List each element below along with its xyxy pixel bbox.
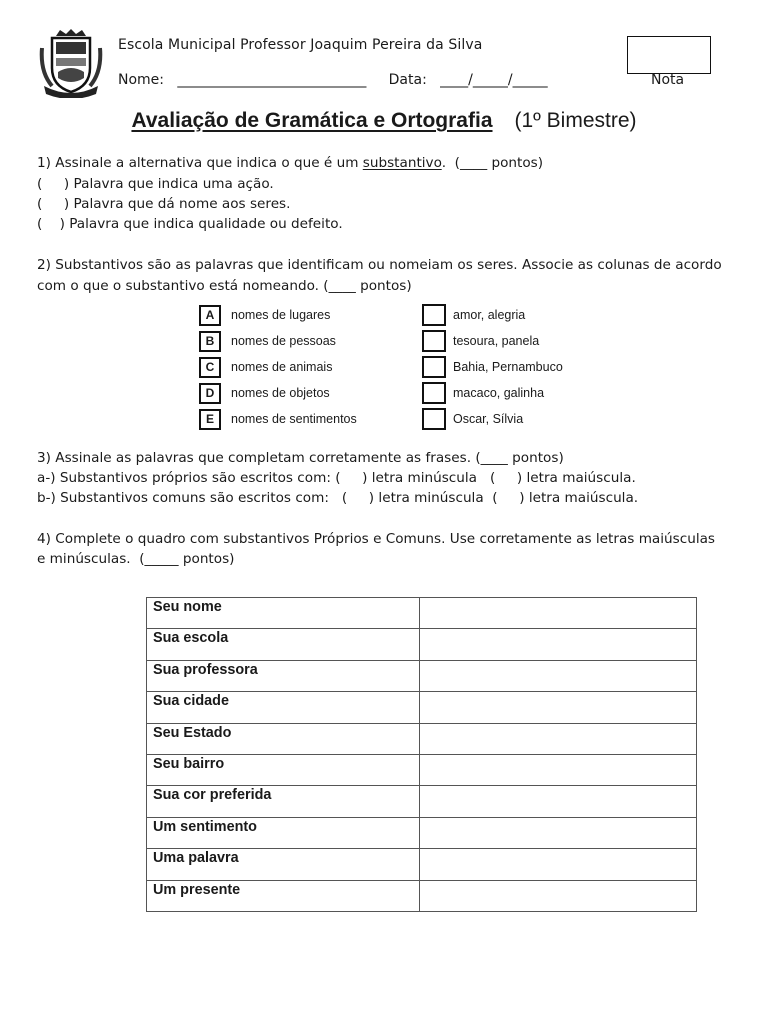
match-left-text: nomes de lugares — [231, 308, 331, 322]
match-right-text: macaco, galinha — [453, 386, 545, 400]
match-left-text: nomes de animais — [231, 360, 333, 374]
row-label: Seu bairro — [147, 754, 420, 785]
row-label: Uma palavra — [147, 849, 420, 880]
table-row — [147, 598, 697, 629]
grade-label: Nota — [651, 72, 685, 88]
page-title — [0, 109, 768, 133]
answer-box[interactable] — [422, 408, 446, 430]
row-label: Um sentimento — [147, 817, 420, 848]
q2-prompt-line2: com o que o substantivo está nomeando. (____ pontos) — [37, 278, 412, 294]
match-right-text: tesoura, panela — [453, 334, 540, 348]
row-label: Seu Estado — [147, 723, 420, 754]
row-label: Sua cor preferida — [147, 786, 420, 817]
match-right-text: amor, alegria — [453, 308, 526, 322]
match-left-item — [199, 380, 399, 406]
q1-option: ( ) Palavra que indica uma ação. — [37, 176, 274, 192]
table-row — [147, 660, 697, 691]
match-left-text: nomes de pessoas — [231, 334, 336, 348]
q4-prompt-line1: 4) Complete o quadro com substantivos Próprios e Comuns. Use corretamente as letras maiúsculas — [37, 531, 716, 547]
match-right-text: Oscar, Sílvia — [453, 412, 524, 426]
answer-cell[interactable] — [420, 598, 697, 629]
answer-box[interactable] — [422, 382, 446, 404]
letter-box: D — [199, 383, 221, 404]
row-label: Sua escola — [147, 629, 420, 660]
table-row — [147, 786, 697, 817]
matching-left-column — [199, 302, 399, 432]
table-row — [147, 629, 697, 660]
q3-prompt: 3) Assinale as palavras que completam corretamente as frases. (____ pontos) — [37, 450, 564, 466]
school-crest-icon — [38, 28, 104, 98]
match-left-text: nomes de objetos — [231, 386, 330, 400]
answer-cell[interactable] — [420, 660, 697, 691]
row-label: Sua cidade — [147, 692, 420, 723]
data-blank: ____/_____/_____ — [440, 72, 548, 88]
table-row — [147, 849, 697, 880]
student-fields — [118, 72, 548, 88]
q1-keyword: substantivo — [362, 155, 442, 171]
letter-box: B — [199, 331, 221, 352]
match-left-item — [199, 354, 399, 380]
answer-cell[interactable] — [420, 817, 697, 848]
nome-label: Nome: — [118, 72, 165, 88]
match-right-item — [422, 380, 622, 406]
table-row — [147, 880, 697, 911]
row-label: Seu nome — [147, 598, 420, 629]
matching-right-column — [422, 302, 622, 432]
match-right-item — [422, 328, 622, 354]
data-label: Data: — [388, 72, 427, 88]
nouns-table — [146, 597, 697, 912]
match-right-item — [422, 406, 622, 432]
q3-item-b: b-) Substantivos comuns são escritos com: ( ) letra minúscula ( ) letra maiúscula. — [37, 490, 639, 506]
grade-box — [627, 36, 711, 74]
table-row — [147, 692, 697, 723]
match-left-item — [199, 302, 399, 328]
q3-item-a: a-) Substantivos próprios são escritos com: ( ) letra minúscula ( ) letra maiúscula. — [37, 470, 636, 486]
letter-box: A — [199, 305, 221, 326]
table-row — [147, 754, 697, 785]
answer-cell[interactable] — [420, 849, 697, 880]
answer-cell[interactable] — [420, 880, 697, 911]
title-main: Avaliação de Gramática e Ortografia — [131, 109, 493, 132]
answer-box[interactable] — [422, 356, 446, 378]
row-label: Um presente — [147, 880, 420, 911]
match-left-item — [199, 406, 399, 432]
school-name: Escola Municipal Professor Joaquim Pereira da Silva — [118, 37, 483, 53]
answer-box[interactable] — [422, 304, 446, 326]
answer-cell[interactable] — [420, 692, 697, 723]
letter-box: E — [199, 409, 221, 430]
answer-cell[interactable] — [420, 629, 697, 660]
q4-prompt-line2: e minúsculas. (_____ pontos) — [37, 551, 235, 567]
nome-blank: ___________________________ — [177, 72, 367, 88]
q1-option: ( ) Palavra que indica qualidade ou defeito. — [37, 216, 343, 232]
q1-option: ( ) Palavra que dá nome aos seres. — [37, 196, 291, 212]
answer-cell[interactable] — [420, 723, 697, 754]
answer-cell[interactable] — [420, 786, 697, 817]
table-row — [147, 817, 697, 848]
title-sub: (1º Bimestre) — [514, 109, 637, 132]
answer-box[interactable] — [422, 330, 446, 352]
table-row — [147, 723, 697, 754]
q2-prompt-line1: 2) Substantivos são as palavras que identificam ou nomeiam os seres. Associe as colunas de acordo — [37, 257, 722, 273]
match-right-text: Bahia, Pernambuco — [453, 360, 563, 374]
answer-cell[interactable] — [420, 754, 697, 785]
row-label: Sua professora — [147, 660, 420, 691]
match-right-item — [422, 354, 622, 380]
match-left-text: nomes de sentimentos — [231, 412, 357, 426]
letter-box: C — [199, 357, 221, 378]
q1-prompt: 1) Assinale a alternativa que indica o que é um substantivo. (____ pontos) — [37, 155, 544, 171]
match-left-item — [199, 328, 399, 354]
match-right-item — [422, 302, 622, 328]
